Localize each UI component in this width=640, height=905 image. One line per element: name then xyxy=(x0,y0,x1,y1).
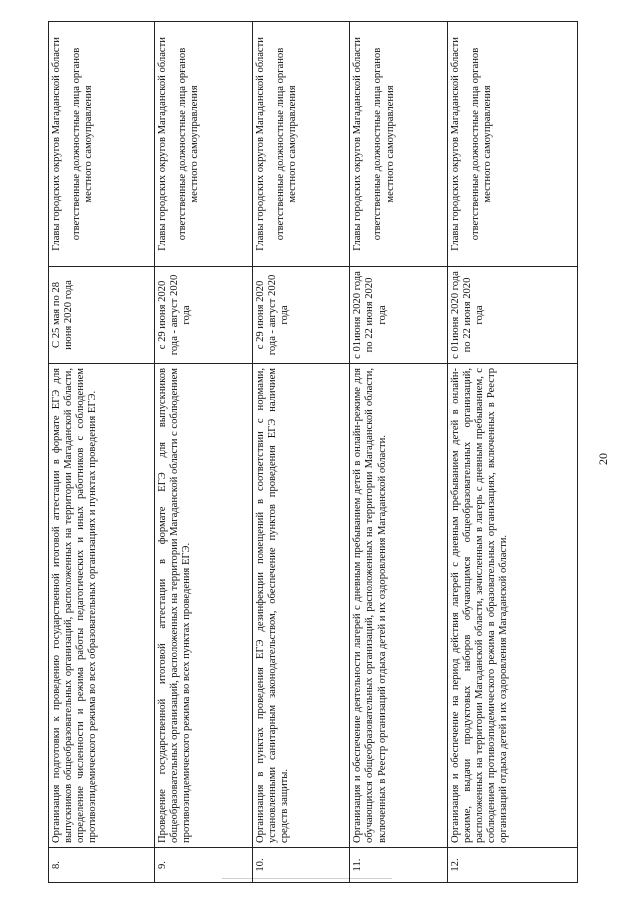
measure-term: с 01июня 2020 года по 22 июня 2020 года xyxy=(448,267,578,364)
row-number: 12. xyxy=(448,848,578,883)
responsible-officials: ответственные должностные лица органов местного самоуправления xyxy=(372,47,396,241)
measure-description: Организация и обеспечение на период действия лагерей с дневным пребыванием детей в онлайн-режиме, выдачи продуктовых наборов обучающимся общеобразовательных организаций, расположенных на территории Магаданской области, зачисленным в лагерь с дневным пребыванием, с соблюдением противоэпидемического режима в образовательных организациях, включенных в Реестр организаций отдыха детей и их оздоровления Магаданской области. xyxy=(448,364,578,848)
measure-term: с 01июня 2020 года по 22 июня 2020 года xyxy=(350,267,448,364)
responsible-heads: Главы городских округов Магаданской области xyxy=(450,37,462,251)
responsible-officials: ответственные должностные лица органов местного самоуправления xyxy=(470,47,494,241)
table-row xyxy=(49,22,155,883)
responsible-heads: Главы городских округов Магаданской области xyxy=(254,37,266,251)
measure-term: с 29 июня 2020 года - август 2020 года xyxy=(154,267,252,364)
row-number: 9. xyxy=(154,848,252,883)
responsible-heads: Главы городских округов Магаданской области xyxy=(156,37,168,251)
measure-term: С 25 мая по 28 июня 2020 года xyxy=(49,267,155,364)
responsible-cell xyxy=(350,22,448,267)
responsible-officials: ответственные должностные лица органов местного самоуправления xyxy=(71,47,95,241)
row-number: 8. xyxy=(49,848,155,883)
table-row xyxy=(252,22,350,883)
responsible-cell xyxy=(49,22,155,267)
page-number: 20 xyxy=(596,453,610,465)
responsible-officials: ответственные должностные лица органов местного самоуправления xyxy=(176,47,200,241)
table-row xyxy=(350,22,448,883)
responsible-heads: Главы городских округов Магаданской области xyxy=(51,37,62,251)
responsible-cell xyxy=(154,22,252,267)
row-number: 10. xyxy=(252,848,350,883)
table-row xyxy=(448,22,578,883)
responsible-officials: ответственные должностные лица органов местного самоуправления xyxy=(274,47,298,241)
measure-description: Организация и обеспечение деятельности лагерей с дневным пребыванием детей в онлайн-режиме для обучающихся общеобразовательных организаций, расположенных на территории Магаданской области, включенных в Реестр организаций отдыха детей и их оздоровления Магаданской области. xyxy=(350,364,448,848)
measure-description: Проведение государственной итоговой аттестации в формате ЕГЭ для выпускников общеобразовательных организаций, расположенных на территории Магаданской области с соблюдением противоэпидемического режима во всех пунктах проведения ЕГЭ. xyxy=(154,364,252,848)
responsible-cell xyxy=(252,22,350,267)
table-row xyxy=(154,22,252,883)
measure-term: с 29 июня 2020 года - август 2020 года xyxy=(252,267,350,364)
row-number: 11. xyxy=(350,848,448,883)
measures-table-body xyxy=(49,22,578,883)
responsible-cell xyxy=(448,22,578,267)
responsible-heads: Главы городских округов Магаданской области xyxy=(352,37,364,251)
measure-description: Организация в пунктах проведения ЕГЭ дезинфекции помещений в соответствии с нормами, установленными санитарным законодательством, обеспечение пунктов проведения ЕГЭ наличием средств защиты. xyxy=(252,364,350,848)
measure-description: Организация подготовки к проведению государственной итоговой аттестации в формате ЕГЭ для выпускников общеобразовательных организаций, расположенных на территории Магаданской области, определение численности и режима работы педагогических и иных работников с соблюдением противоэпидемического режима во всех образовательных организациях и пунктах проведения ЕГЭ. xyxy=(49,364,155,848)
measures-table xyxy=(48,21,578,883)
